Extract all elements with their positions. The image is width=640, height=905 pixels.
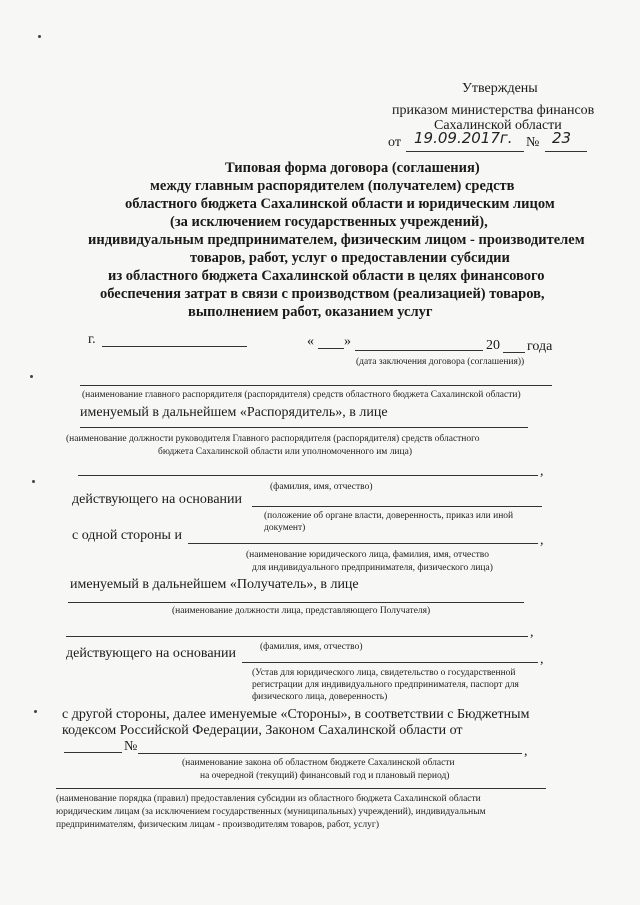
approval-date-line [406,151,524,152]
approval-number-line [545,151,587,152]
title-line-2: между главным распорядителем (получателем) средств [150,178,515,194]
comma-4: , [540,652,544,667]
approval-line-2: приказом министерства финансов [392,103,595,118]
law-caption-1: (наименование закона об областном бюджете Сахалинской области [182,758,455,768]
basis-1-caption-a: (положение об органе власти, доверенность, приказ или иной [264,511,514,521]
year-field[interactable] [503,352,525,353]
legal-entity-field[interactable] [188,543,538,544]
title-line-9: выполнением работ, оказанием услуг [188,304,433,320]
date-quote-open: « [307,334,314,349]
scan-speck [38,35,41,38]
fio-1-field[interactable] [78,475,538,476]
order-caption-2: юридическим лицам (за исключением государственных (муниципальных) учреждений), индивидуальным [56,807,486,817]
recipient-position-field[interactable] [68,602,524,603]
year-suffix: года [527,339,553,354]
head-position-caption-1: (наименование должности руководителя Главного распорядителя (распорядителя) средств областного [66,434,480,444]
city-field[interactable] [102,346,247,347]
legal-caption-1: (наименование юридического лица, фамилия, имя, отчество [246,550,489,560]
approval-number-handwritten: 23 [552,129,572,147]
approval-line-3: Сахалинской области [434,118,562,133]
title-line-5: индивидуальным предпринимателем, физическим лицом - производителем [88,232,585,248]
law-number-sign: № [124,739,138,754]
main-manager-caption: (наименование главного распорядителя (распорядителя) средств областного бюджета Сахалинской области) [82,390,521,400]
title-line-3: областного бюджета Сахалинской области и юридическим лицом [125,196,555,212]
comma-2: , [540,533,544,548]
basis-2-caption-c: физического лица, доверенность) [252,692,388,702]
date-caption: (дата заключения договора (соглашения)) [356,357,525,367]
head-position-field[interactable] [80,427,528,428]
order-caption-3: предпринимателям, физическим лицам - производителям товаров, работ, услуг) [56,820,379,830]
month-field[interactable] [355,350,483,351]
basis-1-caption-b: документ) [264,523,306,533]
approval-from-prefix: от [388,135,401,150]
order-caption-1: (наименование порядка (правил) предоставления субсидии из областного бюджета Сахалинской области [56,794,481,804]
year-prefix: 20 [486,338,500,353]
other-side-text-2: кодексом Российской Федерации, Законом Сахалинской области от [62,723,463,738]
recipient-position-caption: (наименование должности лица, представляющего Получателя) [172,606,431,616]
law-date-field[interactable] [64,752,122,753]
basis-2-caption-a: (Устав для юридического лица, свидетельство о государственной [252,668,516,678]
other-side-text-1: с другой стороны, далее именуемые «Стороны», в соответствии с Бюджетным [62,707,530,722]
date-quote-close: » [344,334,351,349]
approval-date-handwritten: 19.09.2017г. [414,129,513,147]
title-line-7: из областного бюджета Сахалинской области в целях финансового [108,268,545,284]
fio-1-caption: (фамилия, имя, отчество) [270,482,373,492]
title-line-1: Типовая форма договора (соглашения) [225,160,480,176]
law-number-field[interactable] [138,753,522,754]
fio-2-field[interactable] [66,636,528,637]
law-caption-2: на очередной (текущий) финансовый год и плановый период) [200,771,450,781]
one-side-text: с одной стороны и [72,528,182,543]
acting-basis-1-text: действующего на основании [72,492,243,507]
basis-2-field[interactable] [242,662,538,663]
title-line-6: товаров, работ, услуг о предоставлении субсидии [190,250,510,266]
named-recipient-text: именуемый в дальнейшем «Получатель», в лице [70,577,359,592]
acting-basis-2-text: действующего на основании [66,646,237,661]
scan-speck [32,480,35,483]
comma-5: , [524,744,528,759]
basis-1-field[interactable] [252,506,542,507]
basis-2-caption-b: регистрации для индивидуального предпринимателя, паспорт для [252,680,519,690]
approval-number-sign: № [526,135,540,150]
approval-line-1: Утверждены [462,81,538,96]
fio-2-caption: (фамилия, имя, отчество) [260,642,363,652]
scan-speck [30,375,33,378]
legal-caption-2: для индивидуального предпринимателя, физического лица) [252,563,493,573]
scan-speck [34,710,37,713]
head-position-caption-2: бюджета Сахалинской области или уполномоченного им лица) [158,447,412,457]
title-line-4: (за исключением государственных учреждений), [170,214,488,230]
title-line-8: обеспечения затрат в связи с производством (реализацией) товаров, [100,286,545,302]
day-field[interactable] [318,348,344,349]
order-field[interactable] [56,788,546,789]
city-prefix: г. [88,332,96,347]
main-manager-field[interactable] [80,385,552,386]
named-manager-text: именуемый в дальнейшем «Распорядитель», в лице [80,405,388,420]
comma-1: , [540,464,544,479]
comma-3: , [530,625,534,640]
